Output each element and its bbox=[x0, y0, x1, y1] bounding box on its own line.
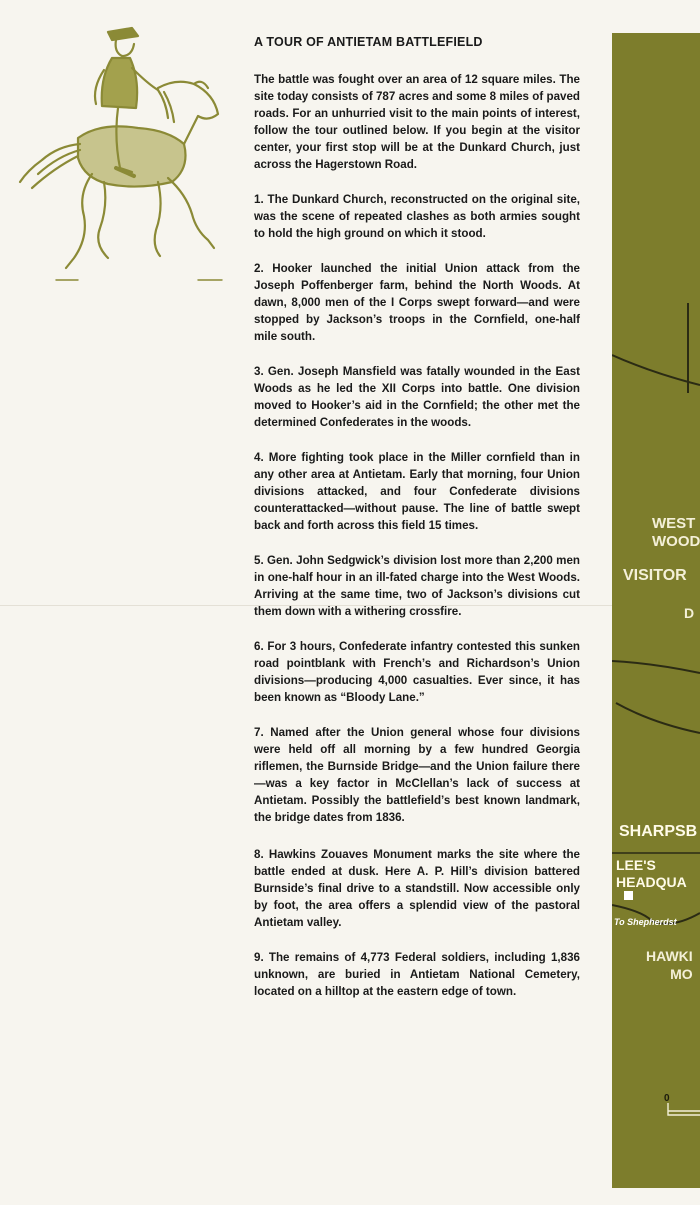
tour-title: A TOUR OF ANTIETAM BATTLEFIELD bbox=[254, 35, 483, 49]
stop-8-paragraph: 8. Hawkins Zouaves Monument marks the site where the battle ended at dusk. Here A. P. Hill’s division battered Burnside’s final drive to a standstill. Now accessible only by foot, the area offers a splendid view of the pastoral Antietam valley. bbox=[254, 848, 580, 929]
stop-4-paragraph: 4. More fighting took place in the Miller cornfield than in any other area at Antietam. Early that morning, four Union divisions attacked, and four Confederate divisions counterattacked—without pause. The line of battle swept back and forth across this field 15 times. bbox=[254, 451, 580, 532]
map-label-visitor: VISITOR bbox=[623, 567, 687, 584]
stop-6-paragraph: 6. For 3 hours, Confederate infantry contested this sunken road pointblank with French’s and Richardson’s Union divisions—producing 4,000 casualties. Ever since, it has been known as “Bloody Lane.” bbox=[254, 640, 580, 704]
map-label-sharpsburg: SHARPSB bbox=[619, 823, 698, 840]
horse-rider-illustration bbox=[8, 18, 228, 283]
map-scale-zero: 0 bbox=[664, 1093, 670, 1104]
map-label-d: D bbox=[684, 605, 695, 621]
intro-paragraph: The battle was fought over an area of 12 square miles. The site today consists of 787 acres and some 8 miles of paved roads. For an unhurried visit to the main points of interest, follow the tour outlined below. If you begin at the visitor center, your first stop will be at the Dunkard Church, just across the Hagerstown Road. bbox=[254, 73, 580, 171]
tour-text-column bbox=[254, 35, 580, 1000]
battlefield-map-panel bbox=[612, 33, 700, 1188]
stop-7-paragraph: 7. Named after the Union general whose four divisions were held off all morning by a few hundred Georgia riflemen, the Burnside Bridge—and the Union failure there—was a key factor in McClellan’s lack of success at Antietam. Possibly the battlefield’s best known landmark, the bridge dates from 1836. bbox=[254, 726, 580, 824]
map-label-lees-headquarters: LEE'S HEADQUA bbox=[616, 857, 687, 890]
stop-5-paragraph: 5. Gen. John Sedgwick’s division lost more than 2,200 men in one-half hour in an ill-fated charge into the West Woods. Arriving at the same time, two of Jackson’s divisions cut them down with a withering crossfire. bbox=[254, 554, 580, 618]
map-label-west-woods: WEST WOOD bbox=[652, 515, 700, 550]
horse-rider-icon bbox=[8, 18, 228, 283]
map-label-to-shepherdstown: To Shepherdst bbox=[614, 917, 677, 927]
stop-2-paragraph: 2. Hooker launched the initial Union attack from the Joseph Poffenberger farm, behind the North Woods. At dawn, 8,000 men of the I Corps swept forward—and were stopped by Jackson’s troops in the Cornfield, one-half mile south. bbox=[254, 262, 580, 343]
stop-3-paragraph: 3. Gen. Joseph Mansfield was fatally wounded in the East Woods as he led the XII Corps into battle. One division moved to Hooker’s aid in the Cornfield; the other met the determined Confederates in the woods. bbox=[254, 365, 580, 429]
map-label-hawkins-monument: HAWKI MO bbox=[646, 948, 693, 982]
stop-1-paragraph: 1. The Dunkard Church, reconstructed on the original site, was the scene of repeated clashes as both armies sought to hold the high ground on which it stood. bbox=[254, 193, 580, 240]
stop-9-paragraph: 9. The remains of 4,773 Federal soldiers, including 1,836 unknown, are buried in Antietam National Cemetery, located on a hilltop at the eastern edge of town. bbox=[254, 951, 580, 998]
